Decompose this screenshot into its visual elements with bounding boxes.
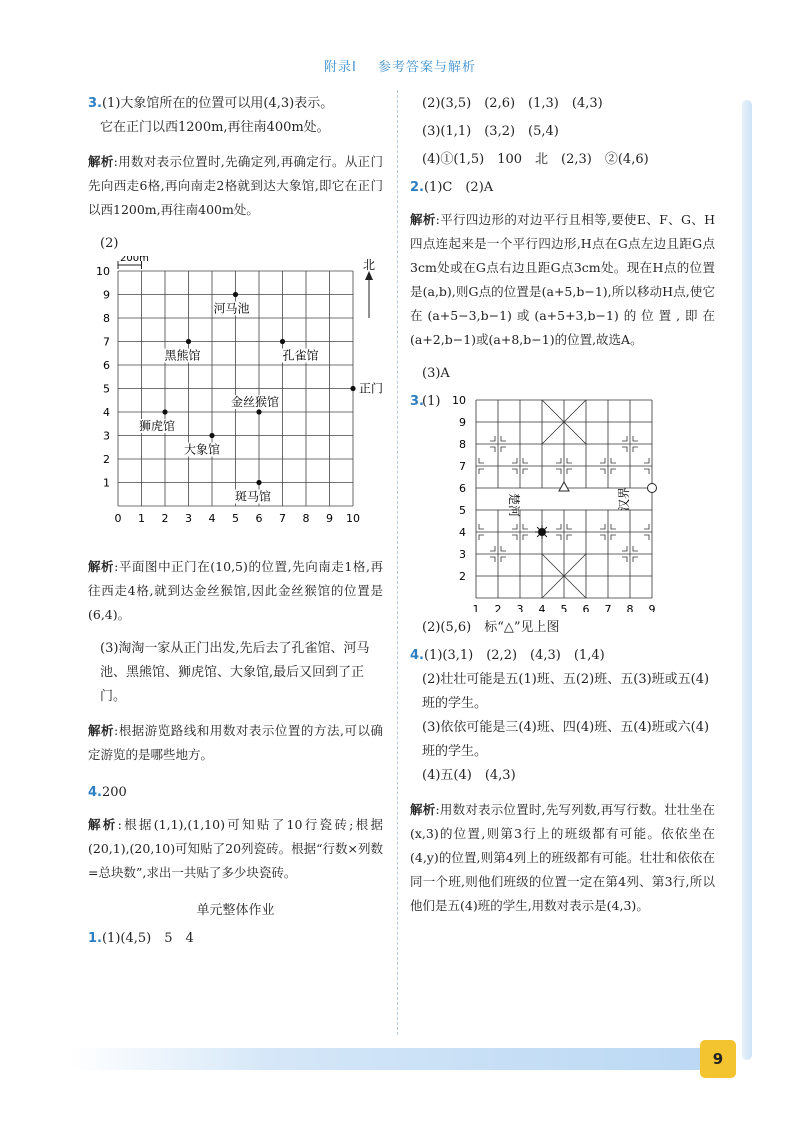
right-column <box>410 92 715 918</box>
mark-corner <box>567 535 572 540</box>
s1-part4: (4)①(1,5) 100 北 (2,3) ②(4,6) <box>422 152 649 167</box>
board-x-tick: 5 <box>560 603 568 612</box>
mark-corner <box>600 524 605 529</box>
board-x-tick: 2 <box>494 603 502 612</box>
y-tick-label: 4 <box>103 406 110 419</box>
place-dot <box>233 292 238 297</box>
board-y-tick: 10 <box>452 394 466 407</box>
board-x-tick: 4 <box>538 603 546 612</box>
place-label: 狮虎馆 <box>139 419 176 433</box>
mark-corner <box>600 469 605 474</box>
north-label: 北 <box>362 258 376 272</box>
place-label: 河马池 <box>213 301 250 316</box>
board-y-tick: 4 <box>459 526 466 539</box>
mark-corner <box>512 458 517 463</box>
place-dot <box>256 480 261 485</box>
header-title: 参考答案与解析 <box>377 60 476 75</box>
q3-part3-explanation: 解析:根据游览路线和用数对表示位置的方法,可以确定游览的是哪些地方。 <box>88 723 383 762</box>
place-dot <box>186 339 191 344</box>
s4-part4: (4)五(4) (4,3) <box>422 768 516 783</box>
s3-part1: 3. (1) 楚河 汉界 2 3 4 5 6 7 8 9 10 1 2 3 4 5 6 7 8 9 <box>410 390 715 612</box>
mark-corner <box>622 447 627 452</box>
mark-corner <box>600 535 605 540</box>
place-dot <box>350 386 355 391</box>
place-dot <box>256 409 261 414</box>
mark-corner <box>523 524 528 529</box>
mark-corner <box>633 557 638 562</box>
mark-corner <box>611 458 616 463</box>
x-tick-label: 5 <box>232 512 239 525</box>
mark-corner <box>644 458 649 463</box>
q3-number: 3. <box>88 96 102 111</box>
s4-part2: (2)壮壮可能是五(1)班、五(2)班、五(3)班或五(4)班的学生。 <box>422 672 710 711</box>
mark-corner <box>567 524 572 529</box>
left-column <box>88 92 383 951</box>
s4-explanation: 解析:用数对表示位置时,先写列数,再写行数。壮壮坐在(x,3)的位置,则第3行上的班级都有可能。依依坐在(4,y)的位置,则第4列上的班级都有可能。壮壮和依依在同一个班,则他们班级的位置一定在第4列、第3行,所以他们是五(4)班的学生,用数对表示是(4,3)。 <box>410 802 715 913</box>
place-label: 黑熊馆 <box>164 348 201 363</box>
q3-part2-explanation: 解析:平面图中正门在(10,5)的位置,先向南走1格,再往西走4格,就到达金丝猴馆,因此金丝猴馆的位置是(6,4)。 <box>88 559 383 622</box>
mark-corner <box>501 436 506 441</box>
mark-corner <box>556 535 561 540</box>
s2-answer: 2.(1)C (2)A <box>410 180 494 195</box>
y-tick-label: 10 <box>96 265 110 278</box>
board-x-tick: 7 <box>604 603 612 612</box>
x-tick-label: 4 <box>208 512 216 525</box>
board-y-tick: 8 <box>459 438 466 451</box>
q3-part1-explanation: 解析:用数对表示位置时,先确定列,再确定行。从正门先向西走6格,再向南走2格就到达大象馆,即它在正门以西1200m,再往南400m处。 <box>88 154 383 217</box>
place-label: 金丝猴馆 <box>231 395 280 409</box>
mark-corner <box>523 458 528 463</box>
page-header <box>0 56 800 75</box>
mark-corner <box>622 557 627 562</box>
board-y-tick: 9 <box>459 416 466 429</box>
board-x-tick: 1 <box>472 603 480 612</box>
zoo-map <box>88 256 383 546</box>
board-y-tick: 6 <box>459 482 466 495</box>
y-tick-label: 8 <box>103 312 110 325</box>
right-decoration <box>742 100 752 1060</box>
s4-part1: 4.(1)(3,1) (2,2) (4,3) (1,4) <box>410 648 605 663</box>
mark-corner <box>523 469 528 474</box>
s1-part3: (3)(1,1) (3,2) (5,4) <box>422 124 559 139</box>
board-x-tick: 8 <box>626 603 634 612</box>
chess-board <box>444 390 684 612</box>
board-y-tick: 3 <box>459 548 466 561</box>
q4-explanation: 解析:根据(1,1),(1,10)可知贴了10行瓷砖;根据(20,1),(20,10)可知贴了20列瓷砖。根据“行数×列数=总块数”,求出一共贴了多少块瓷砖。 <box>88 817 383 880</box>
mark-corner <box>512 535 517 540</box>
mark-corner <box>622 546 627 551</box>
y-tick-label: 7 <box>103 335 110 349</box>
mark-corner <box>611 469 616 474</box>
mark-corner <box>501 557 506 562</box>
mark-corner <box>556 458 561 463</box>
north-arrow-head <box>365 271 373 280</box>
y-tick-label: 6 <box>103 359 110 372</box>
s2-part3: (3)A <box>422 366 450 381</box>
mark-corner <box>512 524 517 529</box>
place-dot <box>162 409 167 414</box>
mark-corner <box>490 546 495 551</box>
board-x-tick: 6 <box>582 603 590 612</box>
mark-corner <box>600 458 605 463</box>
mark-corner <box>479 469 484 474</box>
place-dot <box>280 339 285 344</box>
x-tick-label: 8 <box>302 512 310 525</box>
s2-explanation: 解析:平行四边形的对边平行且相等,要使E、F、G、H四点连起来是一个平行四边形,H点在G点左边且距G点3cm处或在G点右边且距G点3cm处。现在H点的位置是(a,b),则G点的位置是(a+5,b−1),所以移动H点,使它在(a+5−3,b−1)或(a+5+3,b−1)的位置,即在(a+2,b−1)或(a+8,b−1)的位置,故选A。 <box>410 212 715 347</box>
s3-part2: (2)(5,6) 标“△”见上图 <box>422 620 560 635</box>
mark-corner <box>644 524 649 529</box>
mark-corner <box>523 535 528 540</box>
x-tick-label: 6 <box>255 512 263 525</box>
column-divider <box>397 90 398 1035</box>
mark-corner <box>567 469 572 474</box>
x-tick-label: 0 <box>114 512 122 525</box>
circle-mark <box>648 484 657 493</box>
board-y-tick: 7 <box>459 460 466 473</box>
x-tick-label: 1 <box>138 512 145 525</box>
y-tick-label: 3 <box>103 429 110 443</box>
board-x-tick: 3 <box>516 603 524 612</box>
mark-corner <box>501 546 506 551</box>
mark-corner <box>644 469 649 474</box>
mark-corner <box>490 436 495 441</box>
mark-corner <box>611 524 616 529</box>
x-tick-label: 9 <box>326 512 333 525</box>
mark-corner <box>633 447 638 452</box>
board-y-tick: 2 <box>459 570 466 583</box>
s1-part1: 1.(1)(4,5) 5 4 <box>88 931 194 946</box>
river-left-label: 楚河 <box>507 493 521 518</box>
mark-corner <box>556 524 561 529</box>
mark-corner <box>633 436 638 441</box>
place-label: 正门 <box>359 381 383 396</box>
river-right-label: 汉界 <box>617 486 631 511</box>
section-title: 单元整体作业 <box>196 903 275 918</box>
board-x-tick: 9 <box>648 603 656 612</box>
mark-corner <box>611 535 616 540</box>
s4-part3: (3)依依可能是三(4)班、四(4)班、五(4)班或六(4)班的学生。 <box>422 720 710 759</box>
mark-corner <box>622 436 627 441</box>
mark-corner <box>501 447 506 452</box>
scale-label: 200m <box>120 256 149 264</box>
x-tick-label: 10 <box>346 512 360 525</box>
mark-corner <box>490 447 495 452</box>
q3-part2-label: (2) <box>100 236 119 251</box>
place-dot <box>209 433 214 438</box>
place-label: 大象馆 <box>184 442 221 457</box>
mark-corner <box>479 535 484 540</box>
mark-corner <box>556 469 561 474</box>
mark-corner <box>490 557 495 562</box>
q3-part1-line2: 它在正门以西1200m,再往南400m处。 <box>100 120 330 135</box>
y-tick-label: 9 <box>103 288 110 302</box>
x-tick-label: 3 <box>185 512 192 525</box>
page-number: 9 <box>700 1040 736 1078</box>
mark-corner <box>633 546 638 551</box>
mark-corner <box>479 458 484 463</box>
q3-part1: 3.(1)大象馆所在的位置可以用(4,3)表示。 <box>88 96 334 111</box>
s1-part2: (2)(3,5) (2,6) (1,3) (4,3) <box>422 96 603 111</box>
mark-corner <box>479 524 484 529</box>
appendix-label: 附录Ⅰ <box>324 60 357 75</box>
place-label: 斑马馆 <box>235 489 272 504</box>
mark-corner <box>567 458 572 463</box>
y-tick-label: 1 <box>103 476 110 490</box>
place-label: 孔雀馆 <box>282 348 319 363</box>
footer-bar <box>70 1048 730 1070</box>
triangle-mark <box>559 482 569 491</box>
y-tick-label: 5 <box>103 382 110 396</box>
x-tick-label: 7 <box>279 512 286 525</box>
mark-corner <box>512 469 517 474</box>
mark-corner <box>644 535 649 540</box>
q4-answer: 4.200 <box>88 785 127 800</box>
x-tick-label: 2 <box>161 512 169 525</box>
q3-part3: (3)淘淘一家从正门出发,先后去了孔雀馆、河马池、黑熊馆、狮虎馆、大象馆,最后又回到了正门。 <box>100 641 370 704</box>
board-y-tick: 5 <box>459 504 466 517</box>
y-tick-label: 2 <box>103 453 110 466</box>
